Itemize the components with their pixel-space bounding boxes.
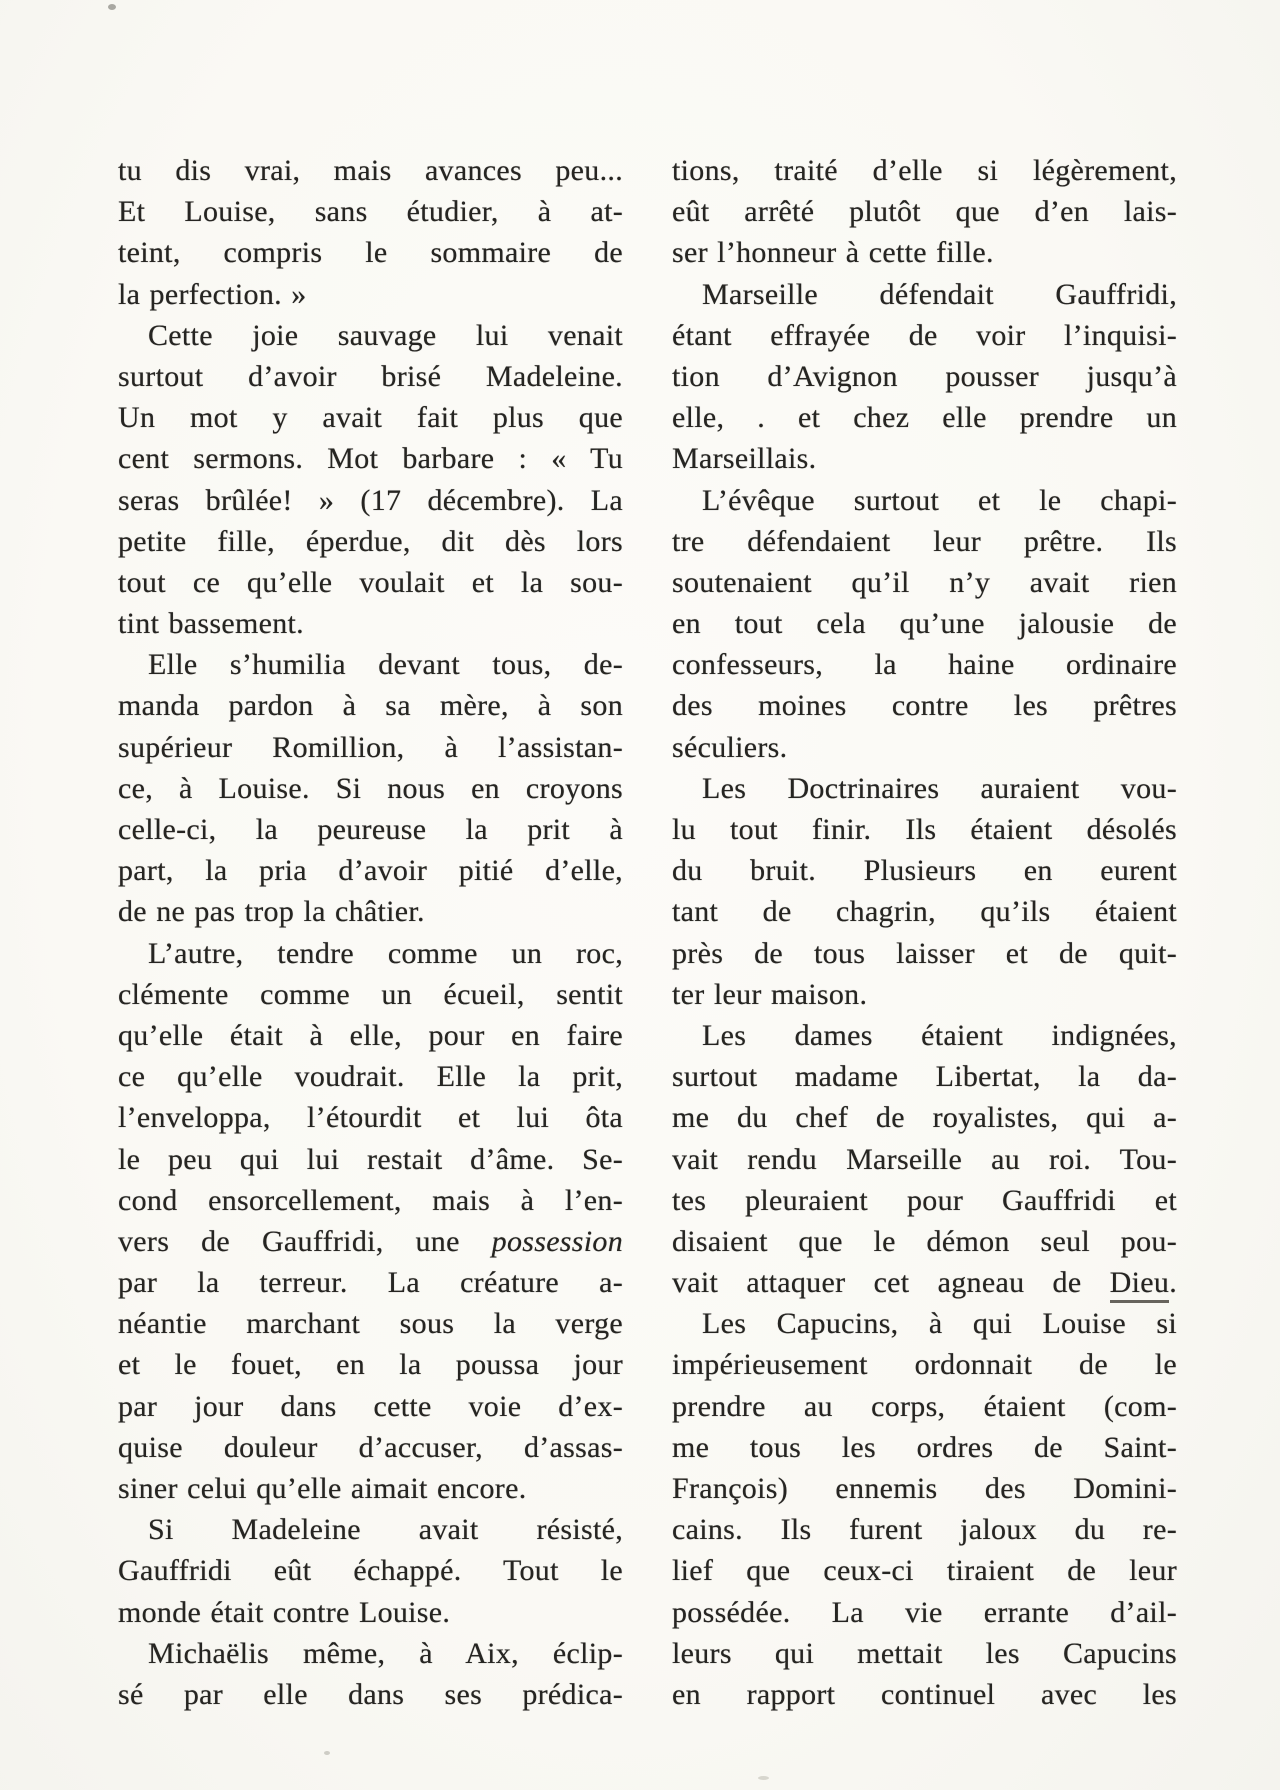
text-line: Cette joie sauvage lui venait (148, 318, 623, 352)
text-line: Les Capucins, à qui Louise si (702, 1307, 1177, 1341)
text-segment: vers de Gauffridi, une (118, 1224, 492, 1258)
text-line: Marseillais. (672, 442, 817, 476)
text-line: part, la pria d’avoir pitié d’elle, (118, 854, 623, 888)
text-line: supérieur Romillion, à l’assistan- (118, 730, 623, 764)
text-line: quise douleur d’accuser, d’assas- (118, 1430, 623, 1464)
text-line: seras brûlée! » (17 décembre). La (118, 483, 623, 517)
text-line: manda pardon à sa mère, à son (118, 689, 623, 723)
text-line: teint, compris le sommaire de (118, 236, 623, 270)
text-line: ter leur maison. (672, 977, 868, 1011)
text-line: impérieusement ordonnait de le (672, 1348, 1177, 1382)
text-line: surtout d’avoir brisé Madeleine. (118, 359, 623, 393)
text-line: la perfection. » (118, 277, 307, 311)
text-line (672, 1262, 1177, 1303)
text-line: l’enveloppa, l’étourdit et lui ôta (118, 1101, 623, 1135)
scan-speck (324, 1751, 330, 1755)
text-line: Gauffridi eût échappé. Tout le (118, 1554, 623, 1588)
text-line: eût arrêté plutôt que d’en lais- (672, 195, 1177, 229)
text-line: celle-ci, la peureuse la prit à (118, 813, 623, 846)
text-line: étant effrayée de voir l’inquisi- (672, 318, 1177, 352)
text-line: en tout cela qu’une jalousie de (672, 607, 1177, 641)
text-line: confesseurs, la haine ordinaire (672, 648, 1177, 682)
text-line: Et Louise, sans étudier, à at- (118, 195, 623, 229)
text-line: cond ensorcellement, mais à l’en- (118, 1183, 623, 1217)
text-line: du bruit. Plusieurs en eurent (672, 854, 1177, 888)
text-line: par jour dans cette voie d’ex- (118, 1389, 623, 1423)
text-line: cent sermons. Mot barbare : « Tu (118, 442, 623, 476)
text-line: me tous les ordres de Saint- (672, 1430, 1177, 1464)
underline-text-segment: Dieu (1110, 1266, 1170, 1303)
text-line: me du chef de royalistes, qui a- (672, 1101, 1177, 1135)
text-line: François) ennemis des Domini- (672, 1472, 1177, 1505)
text-line: près de tous laisser et de quit- (672, 936, 1177, 970)
text-line: lief que ceux-ci tiraient de leur (672, 1554, 1177, 1588)
text-line: vait rendu Marseille au roi. Tou- (672, 1142, 1177, 1176)
text-line: prendre au corps, étaient (com- (672, 1389, 1177, 1423)
text-line: des moines contre les prêtres (672, 689, 1177, 723)
scan-speck (108, 4, 116, 10)
text-line: tu dis vrai, mais avances peu... (118, 154, 623, 187)
text-line: Un mot y avait fait plus que (118, 401, 623, 435)
text-line: disaient que le démon seul pou- (672, 1224, 1177, 1258)
text-line: en rapport continuel avec les (672, 1677, 1177, 1711)
text-line: leurs qui mettait les Capucins (672, 1636, 1177, 1670)
text-line: possédée. La vie errante d’ail- (672, 1595, 1177, 1629)
text-line: tant de chagrin, qu’ils étaient (672, 895, 1177, 929)
text-line (118, 1221, 623, 1262)
text-line: surtout madame Libertat, la da- (672, 1060, 1177, 1094)
text-line: ce qu’elle voudrait. Elle la prit, (118, 1060, 623, 1094)
text-line: ser l’honneur à cette fille. (672, 236, 994, 270)
text-line: ce, à Louise. Si nous en croyons (118, 771, 623, 805)
text-line: elle, . et chez elle prendre un (672, 401, 1177, 435)
text-line: néantie marchant sous la verge (118, 1307, 623, 1341)
text-line: tions, traité d’elle si légèrement, (672, 154, 1177, 187)
text-line: Michaëlis même, à Aix, éclip- (148, 1636, 623, 1670)
text-line: de ne pas trop la châtier. (118, 895, 425, 929)
text-line: par la terreur. La créature a- (118, 1266, 623, 1300)
scan-speck (758, 1776, 769, 1780)
text-line: tint bassement. (118, 607, 304, 641)
italic-text-segment: possession (491, 1224, 623, 1258)
text-line: sé par elle dans ses prédica- (118, 1677, 623, 1711)
left-text-column (118, 150, 623, 1715)
text-line: tes pleuraient pour Gauffridi et (672, 1183, 1177, 1217)
text-line: Les dames étaient indignées, (702, 1018, 1177, 1052)
text-line: Marseille défendait Gauffridi, (702, 277, 1177, 311)
text-line: petite fille, éperdue, dit dès lors (118, 524, 623, 558)
text-line: lu tout finir. Ils étaient désolés (672, 813, 1177, 846)
text-line: siner celui qu’elle aimait encore. (118, 1472, 527, 1505)
text-line: Si Madeleine avait résisté, (148, 1513, 623, 1547)
text-line: soutenaient qu’il n’y avait rien (672, 565, 1177, 599)
text-line: tre défendaient leur prêtre. Ils (672, 524, 1177, 558)
text-line: cains. Ils furent jaloux du re- (672, 1513, 1177, 1547)
right-text-column (672, 150, 1177, 1715)
text-segment: . (1169, 1266, 1177, 1300)
text-segment: vait attaquer cet agneau de (672, 1266, 1110, 1300)
text-line: monde était contre Louise. (118, 1595, 451, 1629)
text-line: le peu qui lui restait d’âme. Se- (118, 1142, 623, 1176)
text-line: L’autre, tendre comme un roc, (148, 936, 623, 970)
text-line: et le fouet, en la poussa jour (118, 1348, 623, 1382)
text-line: tion d’Avignon pousser jusqu’à (672, 359, 1177, 393)
text-line: qu’elle était à elle, pour en faire (118, 1018, 623, 1052)
text-line: clémente comme un écueil, sentit (118, 977, 623, 1011)
text-line: Les Doctrinaires auraient vou- (702, 771, 1177, 805)
text-line: Elle s’humilia devant tous, de- (148, 648, 623, 682)
text-line: tout ce qu’elle voulait et la sou- (118, 565, 623, 599)
text-line: séculiers. (672, 730, 788, 764)
text-line: L’évêque surtout et le chapi- (702, 483, 1177, 517)
